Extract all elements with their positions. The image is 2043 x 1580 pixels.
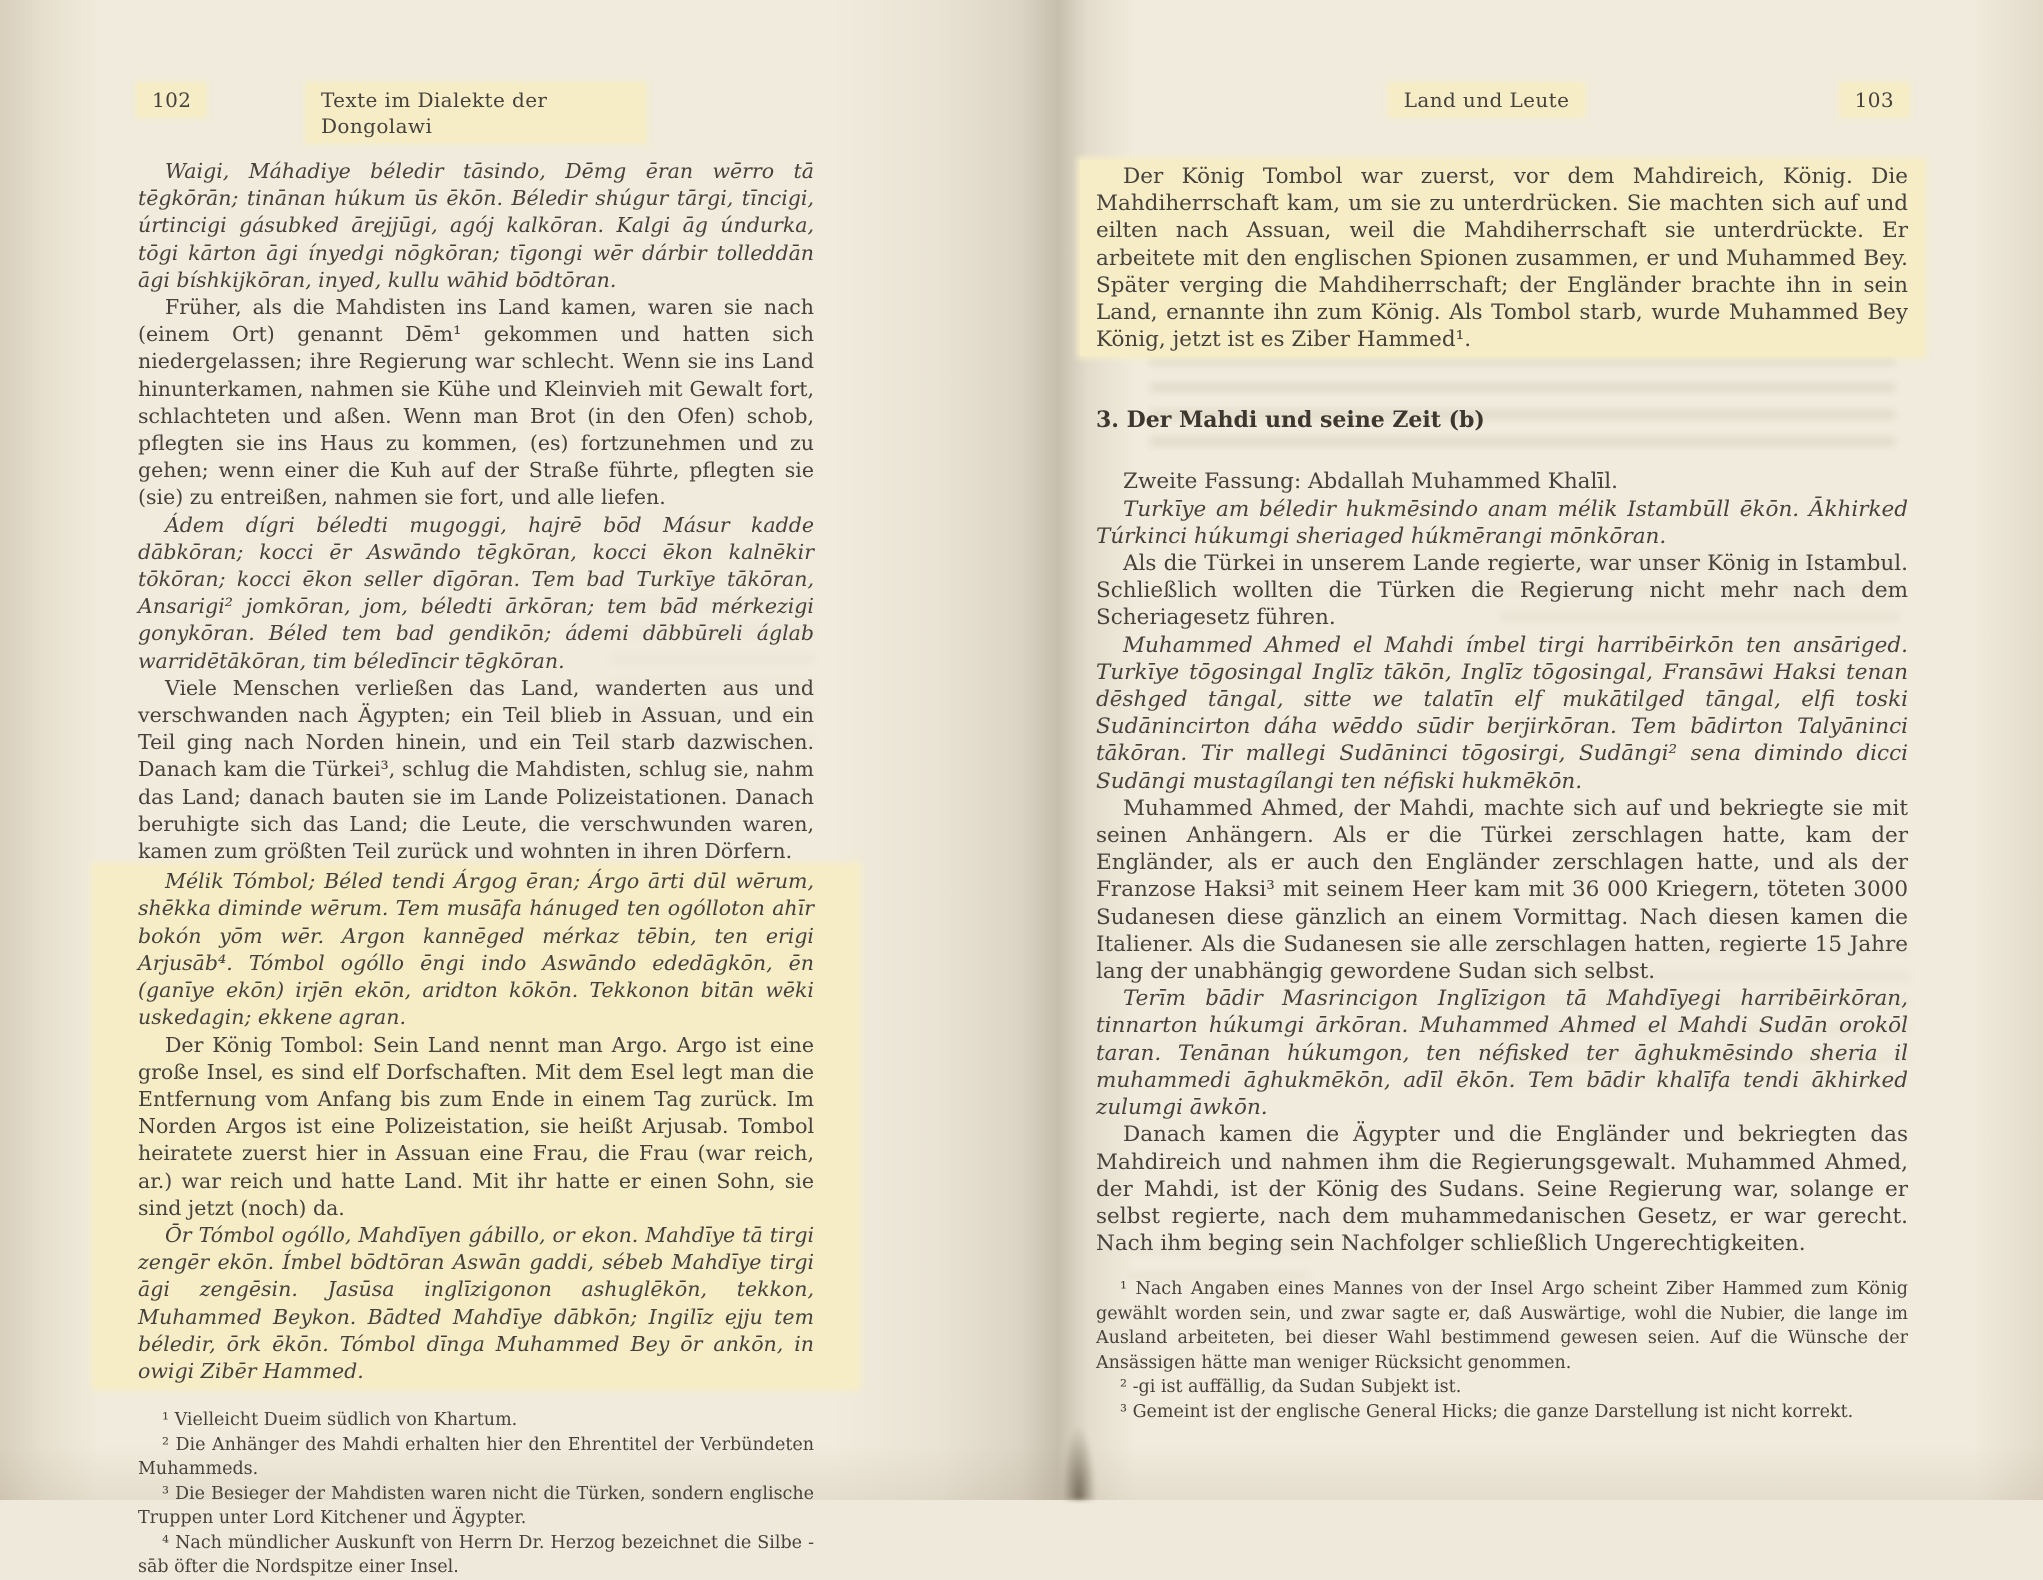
footnote: ³ Die Besieger der Mahdisten waren nicht die Türken, sondern englische Truppen unter Lord Kitchener und Ägypter. <box>138 1483 814 1529</box>
page-number: 102 <box>138 84 205 116</box>
footnotes-block <box>1096 1277 1908 1424</box>
footnote: ¹ Vielleicht Dueim südlich von Khartum. <box>162 1410 518 1431</box>
running-header: Land und Leute <box>1390 84 1584 116</box>
section-heading: 3. Der Mahdi und seine Zeit (b) <box>1096 407 1485 434</box>
nubian-paragraph: Ōr Tómbol ogóllo, Mahdīyen gábillo, or ekon. Mahdīye tā tirgi zengēr ekōn. Ímbel bōdtōran Aswān gaddi, sébeb Mahdīye tirgi āgi zengēsin. Jasūsa inglīzigonon ashuglēkōn, tekkon, Muhammed Beykon. Bādted Mahdīye dābkōn; Ingilīz ejju tem béledir, ōrk ēkōn. Tómbol dīnga Muhammed Bey ōr ankōn, in owigi Zibēr Hammed. <box>138 1222 814 1383</box>
nubian-paragraph: Terīm bādir Masrincigon Inglīzigon tā Mahdīyegi harribēirkōran, tinnarton húkumgi ārkōran. Muhammed Ahmed el Mahdi Sudān orokōl taran. Tenānan húkumgon, ten néfisked ter āghukmēsindo sheria il muhammedi āghukmēkōn, adīl ēkōn. Tem bādir khalīfa tendi ākhirked zulumgi āwkōn. <box>1096 986 1908 1121</box>
nubian-paragraph: Mélik Tómbol; Béled tendi Árgog ēran; Árgo ārti dūl wērum, shēkka diminde wērum. Tem musāfa hánuged ten ogólloton ahīr bokón yōm wēr. Argon kannēged mérkaz tēbin, ten erigi Arjusāb⁴. Tómbol ogóllo ēngi indo Aswāndo ededāgkōn, ēn (ganīye ekōn) irjēn ekōn, aridton kōkōn. Tekkonon bitān wēki uskedagin; ekkene agran. <box>138 869 814 1030</box>
gutter-shadow <box>1062 1425 1096 1500</box>
german-paragraph: Der König Tombol: Sein Land nennt man Argo. Argo ist eine große Insel, es sind elf Dorfschaften. Mit dem Esel legt man die Entfernung vom Anfang bis zum Ende in einem Tag zurück. Im Norden Argos ist eine Polizeistation, sie heißt Arjusab. Tombol heiratete zuerst hier in Assuan eine Frau, die Frau (war reich, ar.) war reich und hatte Land. Mit ihr hatte er einen Sohn, sie sind jetzt (noch) da. <box>138 1032 814 1220</box>
highlighted-passage <box>94 865 858 1388</box>
left-page-body <box>138 158 814 1580</box>
footnote: ² Die Anhänger des Mahdi erhalten hier den Ehrentitel der Verbündeten Muhammeds. <box>138 1434 814 1480</box>
german-paragraph: Muhammed Ahmed, der Mahdi, machte sich auf und bekriegte sie mit seinen Anhängern. Als er die Türkei zerschlagen hatte, kam der Engländer, als er auch den Engländer zerschlagen hatte, und als der Franzose Haksi³ mit seinem Heer kam mit 36 000 Kriegern, töteten 3000 Sudanesen diese gänzlich an einem Vormittag. Nach diesen kamen die Italiener. Als die Sudanesen sie alle zerschlagen hatten, regierte 15 Jahre lang der unabhängig gewordene Sudan sich selbst. <box>1096 795 1908 985</box>
footnote: ¹ Nach Angaben eines Mannes von der Insel Argo scheint Ziber Hammed zum König gewählt worden sein, und zwar sagte er, daß Auswärtige, wohl die Nubier, die lange im Ausland arbeiteten, bei dieser Wahl bestimmend gewesen seien. Auf die Wünsche der Ansässigen hätte man weniger Rücksicht genommen. <box>1096 1279 1908 1373</box>
page-number: 103 <box>1841 84 1908 116</box>
footnotes-block <box>138 1408 814 1580</box>
running-header: Texte im Dialekte der Dongolawi <box>307 84 645 142</box>
left-page-header <box>138 84 814 138</box>
german-paragraph: Als die Türkei in unserem Lande regierte, war unser König in Istambul. Schließlich wollten die Türken die Regierung nicht mehr nach dem Scheriagesetz führen. <box>1096 551 1908 631</box>
footnote: ³ Gemeint ist der englische General Hicks; die ganze Darstellung ist nicht korrekt. <box>1120 1401 1854 1422</box>
right-page-header <box>1096 84 1908 116</box>
german-paragraph: Der König Tombol war zuerst, vor dem Mahdireich, König. Die Mahdiherrschaft kam, um sie zu unterdrücken. Sie machten sich auf und eilten nach Assuan, weil die Mahdiherrschaft sie unterdrückte. Er arbeitete mit den englischen Spionen zusammen, er und Muhammed Bey. Später verging die Mahdiherrschaft; der Engländer brachte ihn in sein Land, ernannte ihn zum König. Als Tombol starb, wurde Muhammed Bey König, jetzt ist es Ziber Hammed¹. <box>1096 164 1908 353</box>
german-paragraph: Danach kamen die Ägypter und die Engländer und bekriegten das Mahdireich und nahmen ihm die Regierungsgewalt. Muhammed Ahmed, der Mahdi, ist der König des Sudans. Seine Regierung war, solange er selbst regierte, nach dem muhammedanischen Gesetz, er war gerecht. Nach ihm beging sein Nachfolger schließlich Ungerechtigkeiten. <box>1096 1122 1908 1257</box>
german-paragraph: Früher, als die Mahdisten ins Land kamen, waren sie nach (einem Ort) genannt Dēm¹ gekommen und hatten sich niedergelassen; ihre Regierung war schlecht. Wenn sie ins Land hinunterkamen, nahmen sie Kühe und Kleinvieh mit Gewalt fort, schlachteten und aßen. Wenn man Brot (in den Ofen) schob, pflegten sie ins Haus zu kommen, (es) fortzunehmen und zu gehen; wenn einer die Kuh auf der Straße führte, pflegten sie (sie) zu entreißen, nahmen sie fort, und alle liefen. <box>138 295 814 510</box>
nubian-paragraph: Turkīye am béledir hukmēsindo anam mélik Istambūll ēkōn. Ākhirked Túrkinci húkumgi sheriaged húkmērangi mōnkōran. <box>1096 496 1908 549</box>
nubian-paragraph: Ádem dígri béledti mugoggi, hajrē bōd Másur kadde dābkōran; kocci ēr Aswāndo tēgkōran, kocci ēkon kalnēkir tōkōran; kocci ēkon seller dīgōran. Tem bad Turkīye tākōran, Ansarigi² jomkōran, jom, béledti ārkōran; tem bād mérkezigi gonykōran. Béled tem bad gendikōn; ádemi dābbūreli áglab warridētākōran, tim béledīncir tēgkōran. <box>138 512 814 673</box>
german-paragraph: Viele Menschen verließen das Land, wanderten aus und verschwanden nach Ägypten; ein Teil blieb in Assuan, und ein Teil ging nach Norden hinein, und ein Teil starb dazwischen. Danach kam die Türkei³, schlug die Mahdisten, schlug sie, nahm das Land; danach bauten sie im Lande Polizeistationen. Danach beruhigte sich das Land; die Leute, die verschwunden waren, kamen zum größten Teil zurück und wohnten in ihren Dörfern. <box>138 675 814 864</box>
footnote: ² -gi ist auffällig, da Sudan Subjekt ist. <box>1120 1377 1462 1398</box>
highlighted-passage <box>1080 160 1924 356</box>
version-subtitle: Zweite Fassung: Abdallah Muhammed Khalīl. <box>1123 469 1618 495</box>
right-page-body <box>1096 160 1908 1424</box>
footnote: ⁴ Nach mündlicher Auskunft von Herrn Dr. Herzog bezeichnet die Silbe -sāb öfter die Nordspitze einer Insel. <box>138 1532 814 1578</box>
nubian-paragraph: Muhammed Ahmed el Mahdi ímbel tirgi harribēirkōn ten ansāriged. Turkīye tōgosingal Inglīz tākōn, Inglīz tōgosingal, Fransāwi Haksi tenan dēshged tāngal, sitte we talatīn elf mukātilged tāngal, elfi toski Sudānincirton dáha wēddo sūdir berjirkōran. Tem bādirton Talyāninci tākōran. Tir mallegi Sudāninci tōgosirgi, Sudāngi² sena dimindo dicci Sudāngi mustagílangi ten néfiski hukmēkōn. <box>1096 632 1908 794</box>
nubian-paragraph: Waigi, Máhadiye béledir tāsindo, Dēmg ēran wērro tā tēgkōrān; tinānan húkum ūs ēkōn. Béledir shúgur tārgi, tīncigi, úrtincigi gásubked ārejjūgi, agój kalkōran. Kalgi āg úndurka, tōgi kārton āgi ínyedgi nōgkōran; tīgongi wēr dárbir tolleddān āgi bíshkijkōran, inyed, kullu wāhid bōdtōran. <box>138 159 814 292</box>
